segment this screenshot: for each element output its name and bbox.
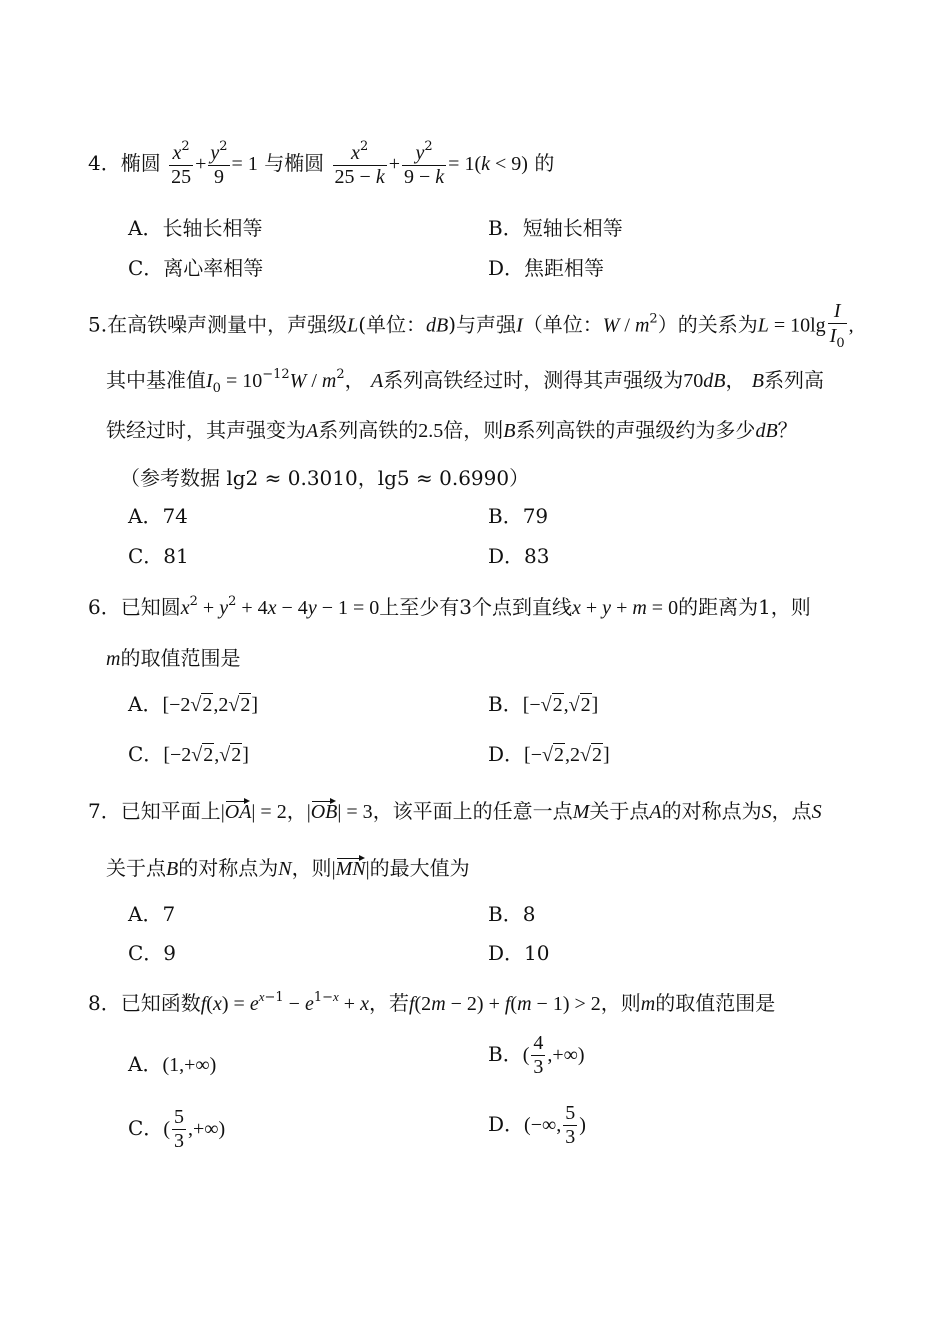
question-5-line-3: 铁经过时，其声强变为A系列高铁的2.5倍，则B系列高铁的声强级约为多少dB？ xyxy=(106,418,798,442)
question-number: 5. xyxy=(88,312,108,337)
q5-text: ）的关系为 xyxy=(657,312,758,337)
q8-text: 已知函数 xyxy=(120,991,201,1015)
question-6-line-2: m的取值范围是 xyxy=(106,646,241,670)
q7-option-b: B．8 xyxy=(488,902,536,926)
q8-option-b: B．( $\frac{4}{3}$ ,+∞) xyxy=(488,1032,585,1078)
q5-text: 倍，则 xyxy=(443,418,504,442)
q7-text: 关于点 xyxy=(106,856,166,880)
q7-text: 的对称点为 xyxy=(178,856,279,880)
q4-text: 的 xyxy=(534,151,555,175)
q5-text: ， xyxy=(725,368,746,392)
q6-text: 的距离为1，则 xyxy=(678,595,811,619)
q8-text: 的取值范围是 xyxy=(655,991,776,1015)
q7-option-c: C．9 xyxy=(128,941,177,965)
question-number: 8． xyxy=(88,991,121,1015)
q6-text: 的取值范围是 xyxy=(120,646,241,670)
q4-text: 椭圆 xyxy=(120,151,161,175)
question-4: 4．椭圆 $\frac{x^2}{25}$ + $\frac{y^2}{9}$ = 1 与椭圆 $\frac{x^2}{25 - k}$ + $\frac{y^2}{9 - k}$ = 1(k < 9) 的 xyxy=(88,139,555,188)
q5-text: ？ xyxy=(777,418,798,442)
q7-text: 已知平面上 xyxy=(120,799,221,823)
q5-option-a: A．74 xyxy=(128,504,188,528)
q4-option-d: D．焦距相等 xyxy=(488,256,605,280)
q7-text: ，该平面上的任意一点 xyxy=(372,799,573,823)
question-number: 7． xyxy=(88,799,121,823)
q4-option-a: A．长轴长相等 xyxy=(128,216,263,240)
q7-text: ，则 xyxy=(291,856,332,880)
question-5: 5.在高铁噪声测量中，声强级L(单位：dB)与声强I（单位：W / $m^2$）的关系为L = 10lg $\frac{I}{I_0}$ , xyxy=(88,300,854,351)
question-number: 4． xyxy=(88,151,121,175)
q5-option-c: C．81 xyxy=(128,544,189,568)
question-number: 6． xyxy=(88,595,121,619)
q5-text: 铁经过时，其声强变为 xyxy=(106,418,306,442)
q5-text: 系列高 xyxy=(764,368,825,392)
q6-text: 上至少有3个点到直线 xyxy=(379,595,572,619)
question-7-line-2: 关于点B的对称点为N，则|MN|的最大值为 xyxy=(106,856,470,880)
q4-option-c: C．离心率相等 xyxy=(128,256,264,280)
q8-option-d: D．(−∞, $\frac{5}{3}$ ) xyxy=(488,1102,586,1148)
q6-option-a: A．[−2√2,2√2] xyxy=(128,692,259,716)
q7-text: 的最大值为 xyxy=(369,856,470,880)
q5-text: )与声强 xyxy=(448,312,517,337)
q5-text: 在高铁噪声测量中，声强级 xyxy=(107,312,348,337)
q6-option-d: D．[−√2,2√2] xyxy=(488,742,610,766)
q5-text: (单位： xyxy=(358,312,427,337)
q7-option-a: A．7 xyxy=(128,902,176,926)
q4-text: 与椭圆 xyxy=(264,151,325,175)
q6-option-c: C．[−2√2,√2] xyxy=(128,742,249,766)
question-5-line-2: 其中基准值$I_0 = 10^{-12}W / m^2$， A系列高铁经过时，测得其声强级为70dB， B系列高 xyxy=(106,367,825,396)
q6-option-b: B．[−√2,√2] xyxy=(488,692,599,716)
q7-option-d: D．10 xyxy=(488,941,550,965)
q5-text: 系列高铁经过时，测得其声强级为 xyxy=(383,368,684,392)
q7-text: 的对称点为 xyxy=(661,799,762,823)
q6-text: 已知圆 xyxy=(120,595,181,619)
q8-option-a: A．(1,+∞) xyxy=(128,1052,217,1076)
question-6: 6．已知圆$x^2 + y^2 + 4x - 4y - 1 = 0$上至少有3个点到直线x + y + m = 0的距离为1，则 xyxy=(88,594,811,619)
q8-text: ，若 xyxy=(368,991,409,1015)
question-7: 7．已知平面上|OA| = 2，|OB| = 3，该平面上的任意一点M关于点A的对称点为S，点S xyxy=(88,799,822,823)
q5-text: 其中基准值 xyxy=(106,368,206,392)
q5-option-d: D．83 xyxy=(488,544,550,568)
q7-text: 关于点 xyxy=(589,799,650,823)
q5-option-b: B．79 xyxy=(488,504,549,528)
question-8: 8．已知函数$f(x) = e^{x-1} - e^{1-x} + x$，若f(2m − 2) + f(m − 1) > 2，则m的取值范围是 xyxy=(88,989,776,1015)
q8-text: ，则 xyxy=(600,991,641,1015)
q5-value: 2.5 xyxy=(418,420,444,442)
q5-text: ， xyxy=(344,368,365,392)
q4-option-b: B．短轴长相等 xyxy=(488,216,623,240)
q5-text: 系列高铁的 xyxy=(318,418,419,442)
q7-text: ，点 xyxy=(771,799,812,823)
q5-text: 系列高铁的声强级约为多少 xyxy=(515,418,756,442)
q5-text: （单位： xyxy=(522,312,603,337)
q5-reference-data: （参考数据 lg2 ≈ 0.3010，lg5 ≈ 0.6990） xyxy=(120,466,530,490)
q8-option-c: C．( $\frac{5}{3}$ ,+∞) xyxy=(128,1106,226,1152)
